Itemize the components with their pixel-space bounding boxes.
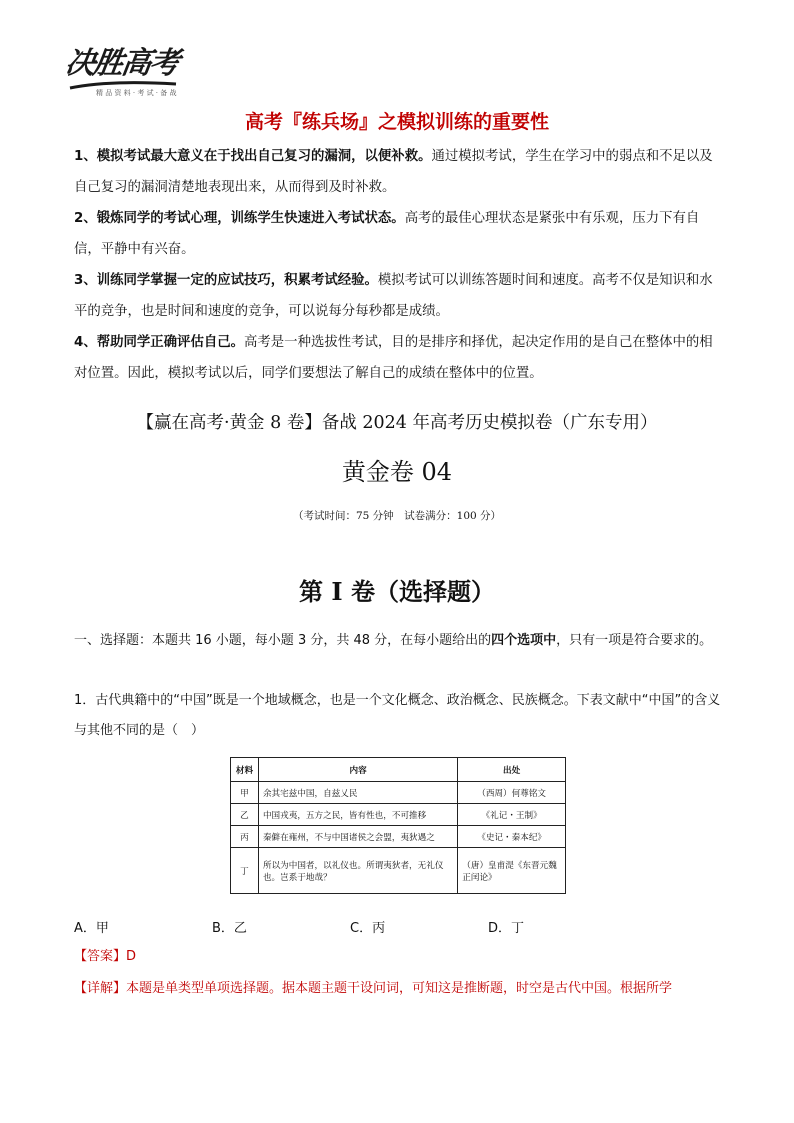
logo-tagline: 精 品 资 料 · 考 试 · 备 战: [96, 89, 177, 97]
intro-text: 模拟考试可以训练答题时间和速度。高考不仅是知识和水平的竞争，也是时间和速度的竞争，可以说每分每秒都是成绩。: [74, 273, 713, 319]
option-d[interactable]: D．丁: [488, 921, 525, 936]
intro-paragraph-2: [74, 203, 726, 265]
table-header: 内容: [258, 758, 457, 782]
table-cell: 所以为中国者，以礼仪也。所谓夷狄者，无礼仪也。岂系于地哉？: [258, 848, 457, 894]
table-row: [231, 782, 566, 804]
table-cell: 秦僻在雍州，不与中国诸侯之会盟，夷狄遇之: [258, 826, 457, 848]
table-cell: 余其宅兹中国，自兹乂民: [258, 782, 457, 804]
table-cell: 丙: [231, 826, 259, 848]
table-cell: 乙: [231, 804, 259, 826]
paper-title: 黄金卷 04: [341, 458, 453, 486]
source-table-figure: [230, 757, 566, 897]
table-cell: （西周）何尊铭文: [458, 782, 566, 804]
table-row: [231, 804, 566, 826]
intro-bold: 2、锻炼同学的考试心理，训练学生快速进入考试状态。: [74, 211, 405, 226]
table-header: 出处: [458, 758, 566, 782]
intro-text: 通过模拟考试，学生在学习中的弱点和不足以及自己复习的漏洞清楚地表现出来，从而得到及时补救。: [74, 149, 713, 195]
answer-line: [74, 946, 136, 968]
intro-bold: 4、帮助同学正确评估自己。: [74, 335, 245, 350]
answer-value: D: [126, 949, 137, 964]
table-row: [231, 848, 566, 894]
intro-text: 高考的最佳心理状态是紧张中有乐观，压力下有自信，平静中有兴奋。: [74, 211, 700, 257]
exam-meta: （考试时间：75 分钟 试卷满分：100 分）: [292, 510, 502, 522]
table-cell: 《礼记・王制》: [458, 804, 566, 826]
section-prefix: 一、选择题：本题共 16 小题，每小题 3 分，共 48 分，在每小题给出的: [74, 633, 492, 648]
section-suffix: ，只有一项是符合要求的。: [556, 633, 713, 648]
table-header-row: [231, 758, 566, 782]
section-instructions: [74, 626, 726, 655]
table-cell: 甲: [231, 782, 259, 804]
table-cell: 中国戎夷，五方之民，皆有性也，不可推移: [258, 804, 457, 826]
source-table: [230, 757, 566, 894]
answer-label: 【答案】: [74, 949, 127, 964]
intro-bold: 3、训练同学掌握一定的应试技巧，积累考试经验。: [74, 273, 378, 288]
table-cell: 丁: [231, 848, 259, 894]
intro-text: 高考是一种选拔性考试，目的是排序和择优，起决定作用的是自己在整体中的相对位置。因此，模拟考试以后，同学们要想法了解自己的成绩在整体中的位置。: [74, 335, 713, 381]
banner-title: 高考『练兵场』之模拟训练的重要性: [244, 111, 549, 133]
brand-logo: [63, 38, 186, 108]
answer-options: [74, 917, 574, 939]
volume-title: 第 I 卷（选择题）: [299, 577, 495, 606]
option-c[interactable]: C．丙: [350, 921, 386, 936]
table-row: [231, 826, 566, 848]
option-b[interactable]: B．乙: [212, 921, 247, 936]
intro-paragraph-3: [74, 265, 726, 327]
intro-paragraph-1: [74, 141, 726, 203]
section-bold: 四个选项中: [491, 633, 557, 648]
exam-title: 【赢在高考·黄金 8 卷】备战 2024 年高考历史模拟卷（广东专用）: [136, 413, 658, 433]
table-cell: （唐）皇甫湜《东晋元魏正闰论》: [458, 848, 566, 894]
detail-label: 【详解】: [74, 981, 127, 996]
detail-line: [74, 978, 734, 1000]
table-header: 材料: [231, 758, 259, 782]
question-1-stem: 1．古代典籍中的“中国”既是一个地域概念，也是一个文化概念、政治概念、民族概念。下表文献中“中国”的含义与其他不同的是（ ）: [74, 693, 721, 738]
detail-text: 本题是单类型单项选择题。据本题主题干设问词，可知这是推断题，时空是古代中国。根据所学: [126, 981, 673, 996]
table-cell: 《史记・秦本纪》: [458, 826, 566, 848]
option-a[interactable]: A．甲: [74, 921, 109, 936]
logo-text: 决胜高考: [63, 46, 180, 81]
intro-paragraph-4: [74, 327, 726, 389]
intro-bold: 1、模拟考试最大意义在于找出自己复习的漏洞，以便补救。: [74, 149, 432, 164]
